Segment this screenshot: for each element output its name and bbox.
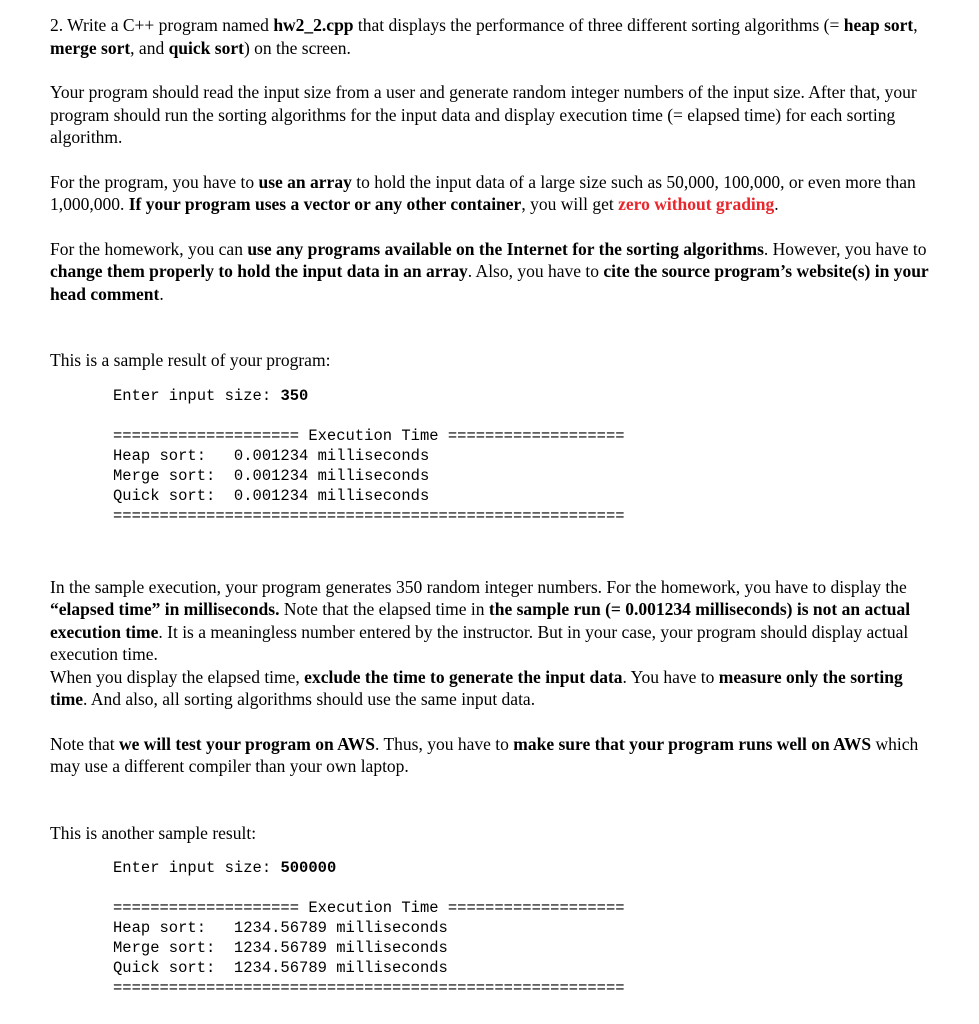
elapsed-time-paragraph [50, 576, 930, 666]
text: For the program, you have to [50, 171, 259, 192]
text: . [774, 194, 779, 214]
text: . It is a meaningless number entered by the instructor. But in your case, your program should display actual execution time. [50, 621, 909, 664]
sample1-prompt-line [113, 386, 930, 406]
text: . [159, 283, 164, 304]
text: . However, you have to [763, 238, 927, 259]
sample2-row-merge [113, 938, 930, 958]
sample2-console-output [113, 858, 930, 998]
heap-sort-term: heap sort [843, 15, 914, 35]
text: For the homework, you can [50, 238, 248, 259]
row-value: 0.001234 milliseconds [233, 446, 430, 465]
prompt-text: Enter input size: [113, 859, 281, 877]
prompt-text: Enter input size: [113, 386, 281, 405]
text: When you display the elapsed time, [50, 666, 305, 687]
row-value: 0.001234 milliseconds [233, 466, 430, 485]
sample2-header-rule: ==================== Execution Time =================== [113, 899, 625, 917]
exclude-time-paragraph [50, 666, 930, 711]
row-label: Merge sort: [113, 939, 234, 957]
row-value: 1234.56789 milliseconds [233, 919, 448, 937]
emphasis: If your program uses a vector or any other container [128, 194, 522, 214]
text: . Also, you have to [467, 261, 604, 281]
warning-text: zero without grading [618, 194, 775, 214]
text: which may use a different compiler than your own laptop. [50, 733, 919, 776]
row-value: 1234.56789 milliseconds [233, 939, 448, 957]
text: In the sample execution, your program generates 350 random integer numbers. For the homework, you have to display the [50, 576, 907, 597]
aws-paragraph [50, 733, 930, 778]
emphasis: the sample run (= 0.001234 milliseconds) is not an actual execution time [50, 599, 911, 642]
sample1-console-output [113, 386, 930, 526]
sample2-prompt-line [113, 858, 930, 878]
emphasis: measure only the sorting time [50, 666, 903, 709]
assignment-document [50, 14, 930, 998]
intro-paragraph [50, 14, 930, 59]
emphasis: make sure that your program runs well on AWS [513, 733, 872, 754]
row-label: Heap sort: [113, 919, 234, 937]
filename: hw2_2.cpp [273, 15, 354, 35]
emphasis: cite the source program’s website(s) in your head comment [50, 261, 929, 304]
intro-text: that displays the performance of three different sorting algorithms (= [353, 15, 844, 35]
sample2-footer-rule: ======================================================= [113, 979, 625, 997]
text: to hold the input data of a large size such as 50,000, 100,000, or even more than 1,000,000. [50, 171, 916, 214]
internet-programs-paragraph [50, 238, 930, 306]
merge-sort-term: merge sort [50, 37, 131, 58]
row-label: Merge sort: [113, 466, 234, 485]
sample1-footer-rule: ======================================================= [113, 506, 625, 525]
sample2-heading: This is another sample result: [50, 822, 257, 843]
input-value: 350 [280, 386, 309, 405]
intro-text: ) on the screen. [243, 37, 351, 58]
sample1-header-rule: ==================== Execution Time =================== [113, 426, 625, 445]
intro-text: , and [130, 37, 169, 58]
row-label: Heap sort: [113, 446, 234, 465]
emphasis: use an array [258, 171, 352, 192]
text: Note that the elapsed time in [279, 599, 489, 619]
sample1-row-quick [113, 486, 930, 506]
emphasis: change them properly to hold the input data in an array [50, 261, 468, 281]
quick-sort-term: quick sort [168, 37, 244, 58]
intro-text: 2. Write a C++ program named [50, 15, 274, 35]
array-requirement-paragraph [50, 171, 930, 216]
row-label: Quick sort: [113, 959, 234, 977]
text: . You have to [622, 666, 719, 687]
text: . Thus, you have to [375, 733, 514, 754]
row-value: 0.001234 milliseconds [233, 486, 430, 505]
row-value: 1234.56789 milliseconds [233, 959, 448, 977]
text: Note that [50, 733, 120, 754]
sample2-row-quick [113, 958, 930, 978]
emphasis: use any programs available on the Internet for the sorting algorithms [247, 238, 764, 259]
input-value: 500000 [280, 859, 337, 877]
emphasis: “elapsed time” in milliseconds. [50, 599, 280, 619]
emphasis: exclude the time to generate the input data [304, 666, 623, 687]
row-label: Quick sort: [113, 486, 234, 505]
input-paragraph: Your program should read the input size from a user and generate random integer numbers of the input size. After that, your program should run the sorting algorithms for the input data and display execution time (= elapsed time) for each sorting algorithm. [50, 82, 917, 147]
intro-text: , [913, 15, 918, 35]
emphasis: we will test your program on AWS [119, 733, 376, 754]
text: . And also, all sorting algorithms should use the same input data. [83, 689, 536, 709]
sample1-heading: This is a sample result of your program: [50, 350, 331, 370]
sample1-row-merge [113, 466, 930, 486]
sample2-row-heap [113, 918, 930, 938]
text: , you will get [521, 194, 619, 214]
sample1-row-heap [113, 446, 930, 466]
